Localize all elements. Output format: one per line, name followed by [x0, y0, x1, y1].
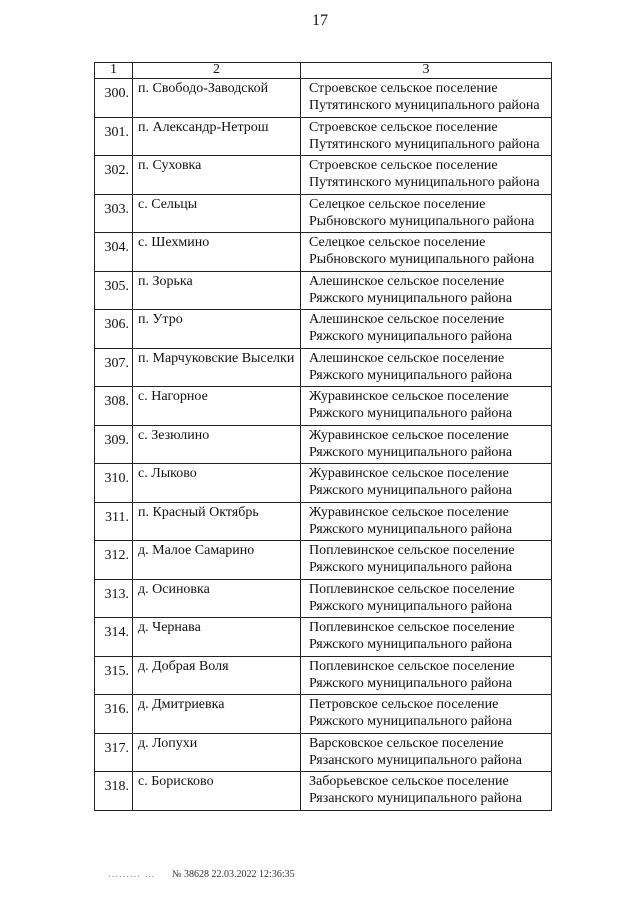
settlement-cell: [301, 310, 552, 349]
settlement-name: Алешинское сельское поселение: [309, 312, 505, 327]
table-row: [95, 348, 552, 387]
row-number: 302.: [95, 156, 133, 195]
settlement-cell: [301, 772, 552, 811]
settlement-name: Селецкое сельское поселение: [309, 196, 486, 212]
district-name: Рязанского муниципального района: [309, 791, 522, 806]
footer-marks: ……… …: [108, 869, 156, 880]
district-name: Ряжского муниципального района: [309, 560, 513, 575]
settlement-name: Строевское сельское поселение: [309, 158, 498, 173]
settlement-name: Поплевинское сельское поселение: [309, 658, 515, 674]
place-name: д. Дмитриевка: [133, 695, 301, 734]
column-header-number: 1: [95, 63, 133, 79]
district-name: Ряжского муниципального района: [309, 329, 513, 344]
table-row: [95, 618, 552, 657]
table-row: [95, 695, 552, 734]
district-name: Ряжского муниципального района: [309, 637, 513, 652]
settlement-cell: [301, 233, 552, 272]
settlement-name: Журавинское сельское поселение: [309, 466, 509, 481]
place-name: п. Александр-Нетрош: [133, 117, 301, 156]
place-name: с. Сельцы: [133, 194, 301, 233]
settlement-cell: [301, 579, 552, 618]
place-name: п. Марчуковские Выселки: [133, 348, 301, 387]
table-row: [95, 79, 552, 118]
settlements-table: [94, 62, 552, 811]
table-row: [95, 233, 552, 272]
settlement-name: Алешинское сельское поселение: [309, 273, 505, 289]
table-row: [95, 310, 552, 349]
settlement-name: Строевское сельское поселение: [309, 119, 498, 135]
district-name: Ряжского муниципального района: [309, 714, 513, 729]
row-number: 310.: [95, 464, 133, 503]
table-row: [95, 772, 552, 811]
row-number: 316.: [95, 695, 133, 734]
settlement-name: Журавинское сельское поселение: [309, 504, 509, 520]
row-number: 305.: [95, 271, 133, 310]
settlement-cell: [301, 194, 552, 233]
row-number: 301.: [95, 117, 133, 156]
district-name: Ряжского муниципального района: [309, 521, 513, 537]
settlement-name: Варсковское сельское поселение: [309, 735, 504, 751]
settlement-cell: [301, 117, 552, 156]
table-row: [95, 733, 552, 772]
settlement-name: Алешинское сельское поселение: [309, 350, 505, 366]
row-number: 308.: [95, 387, 133, 426]
place-name: д. Добрая Воля: [133, 656, 301, 695]
row-number: 312.: [95, 541, 133, 580]
place-name: с. Лыково: [133, 464, 301, 503]
district-name: Путятинского муниципального района: [309, 175, 540, 190]
settlement-cell: [301, 464, 552, 503]
place-name: п. Красный Октябрь: [133, 502, 301, 541]
settlement-name: Селецкое сельское поселение: [309, 235, 486, 250]
settlement-cell: [301, 271, 552, 310]
table-row: [95, 579, 552, 618]
settlement-name: Строевское сельское поселение: [309, 81, 498, 96]
place-name: п. Утро: [133, 310, 301, 349]
district-name: Ряжского муниципального района: [309, 444, 513, 460]
settlement-cell: [301, 425, 552, 464]
registration-stamp: № 38628 22.03.2022 12:36:35: [172, 869, 295, 880]
settlement-name: Журавинское сельское поселение: [309, 427, 509, 443]
place-name: п. Зорька: [133, 271, 301, 310]
settlement-cell: [301, 79, 552, 118]
place-name: д. Осиновка: [133, 579, 301, 618]
place-name: д. Чернава: [133, 618, 301, 657]
district-name: Ряжского муниципального района: [309, 675, 513, 691]
settlement-name: Поплевинское сельское поселение: [309, 620, 515, 635]
table-row: [95, 425, 552, 464]
settlement-cell: [301, 695, 552, 734]
settlement-cell: [301, 502, 552, 541]
settlement-name: Петровское сельское поселение: [309, 697, 499, 712]
district-name: Путятинского муниципального района: [309, 98, 540, 113]
table-row: [95, 117, 552, 156]
table-row: [95, 387, 552, 426]
district-name: Путятинского муниципального района: [309, 136, 540, 152]
settlement-cell: [301, 348, 552, 387]
settlement-name: Поплевинское сельское поселение: [309, 543, 515, 558]
settlement-cell: [301, 541, 552, 580]
place-name: п. Свободо-Заводской: [133, 79, 301, 118]
district-name: Рязанского муниципального района: [309, 752, 522, 768]
column-header-settlement: 3: [301, 63, 552, 79]
place-name: с. Нагорное: [133, 387, 301, 426]
district-name: Рыбновского муниципального района: [309, 252, 535, 267]
district-name: Ряжского муниципального района: [309, 598, 513, 614]
district-name: Ряжского муниципального района: [309, 406, 513, 421]
settlement-cell: [301, 156, 552, 195]
table-row: [95, 464, 552, 503]
page-number: 17: [312, 12, 328, 29]
place-name: с. Борисково: [133, 772, 301, 811]
place-name: д. Малое Самарино: [133, 541, 301, 580]
row-number: 309.: [95, 425, 133, 464]
row-number: 315.: [95, 656, 133, 695]
settlement-cell: [301, 656, 552, 695]
row-number: 300.: [95, 79, 133, 118]
table-row: [95, 656, 552, 695]
settlement-cell: [301, 387, 552, 426]
row-number: 304.: [95, 233, 133, 272]
place-name: с. Зезюлино: [133, 425, 301, 464]
document-footer: [108, 869, 295, 880]
settlement-name: Заборьевское сельское поселение: [309, 774, 509, 789]
table-row: [95, 271, 552, 310]
row-number: 306.: [95, 310, 133, 349]
row-number: 314.: [95, 618, 133, 657]
row-number: 317.: [95, 733, 133, 772]
table-row: [95, 541, 552, 580]
settlement-name: Поплевинское сельское поселение: [309, 581, 515, 597]
settlement-name: Журавинское сельское поселение: [309, 389, 509, 404]
column-header-place: 2: [133, 63, 301, 79]
table-row: [95, 194, 552, 233]
place-name: д. Лопухи: [133, 733, 301, 772]
district-name: Рыбновского муниципального района: [309, 213, 535, 229]
place-name: с. Шехмино: [133, 233, 301, 272]
row-number: 313.: [95, 579, 133, 618]
table-row: [95, 502, 552, 541]
district-name: Ряжского муниципального района: [309, 290, 513, 306]
row-number: 307.: [95, 348, 133, 387]
district-name: Ряжского муниципального района: [309, 483, 513, 498]
table-row: [95, 156, 552, 195]
district-name: Ряжского муниципального района: [309, 367, 513, 383]
table-body: [95, 79, 552, 811]
row-number: 303.: [95, 194, 133, 233]
table-header-row: [95, 63, 552, 79]
settlement-cell: [301, 733, 552, 772]
row-number: 318.: [95, 772, 133, 811]
place-name: п. Суховка: [133, 156, 301, 195]
row-number: 311.: [95, 502, 133, 541]
settlement-cell: [301, 618, 552, 657]
